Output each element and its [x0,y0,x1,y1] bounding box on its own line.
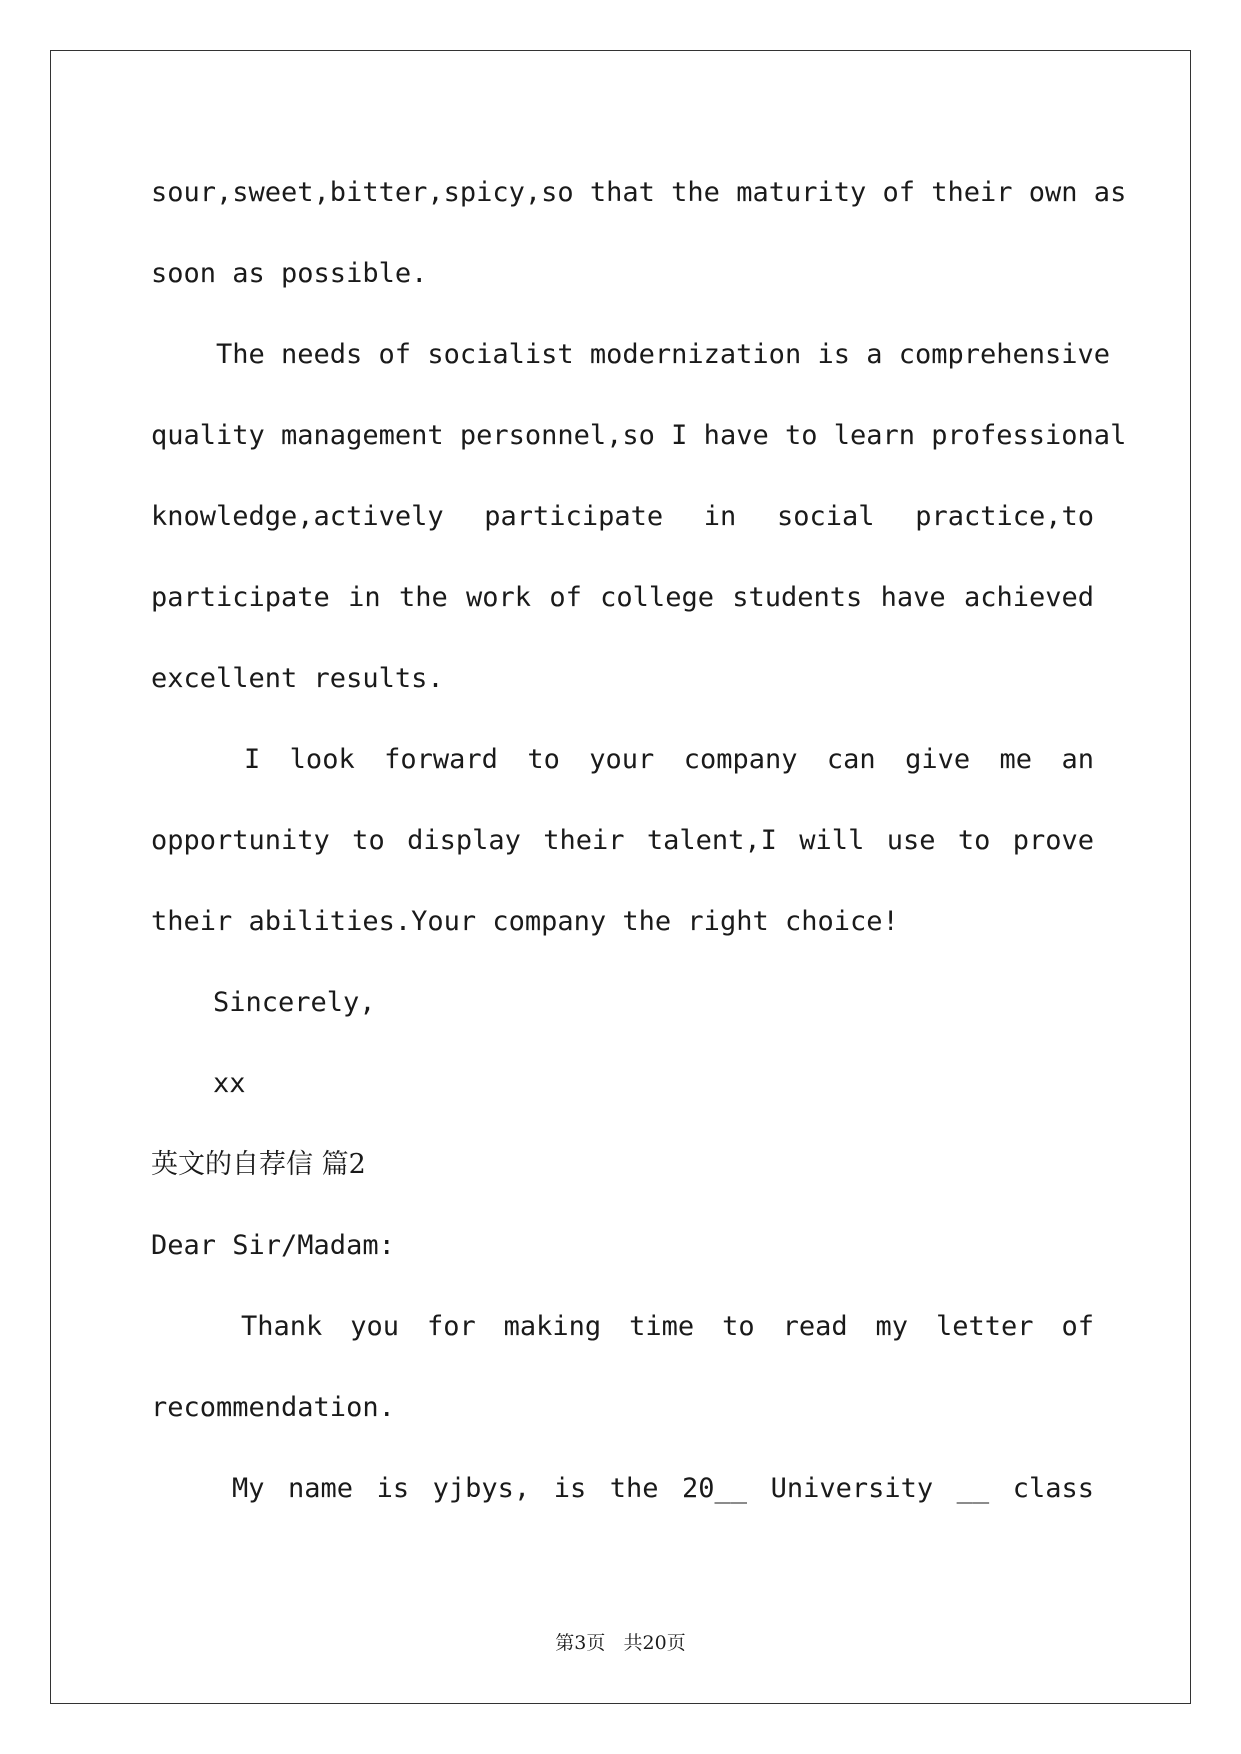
body-line-16: recommendation. [151,1392,395,1423]
body-line-7: excellent results. [151,663,444,694]
page-total: 共20页 [623,1632,686,1654]
closing-salutation: Sincerely, [213,987,376,1018]
page-border [50,50,1191,1704]
body-line-1: sour,sweet,bitter,spicy,so that the maturity of their own as [151,177,1127,208]
section-heading: 英文的自荐信 篇2 [151,1149,366,1180]
body-line-3: The needs of socialist modernization is a comprehensive [216,339,1111,370]
body-line-15: Thank you for making time to read my letter of [241,1311,1094,1342]
body-line-9: opportunity to display their talent,I will use to prove [151,825,1094,856]
page-number: 第3页 [555,1632,606,1654]
body-line-6: participate in the work of college students have achieved [151,582,1094,613]
body-line-2: soon as possible. [151,258,428,289]
body-line-8: I look forward to your company can give me an [244,744,1094,775]
greeting: Dear Sir/Madam: [151,1230,395,1261]
body-line-4: quality management personnel,so I have to learn professional [151,420,1127,451]
body-line-17: My name is yjbys, is the 20__ University __ class [232,1473,1094,1504]
body-line-5: knowledge,actively participate in social practice,to [151,501,1094,532]
body-line-10: their abilities.Your company the right choice! [151,906,899,937]
page-footer [0,1628,1241,1655]
signature: xx [213,1068,246,1099]
